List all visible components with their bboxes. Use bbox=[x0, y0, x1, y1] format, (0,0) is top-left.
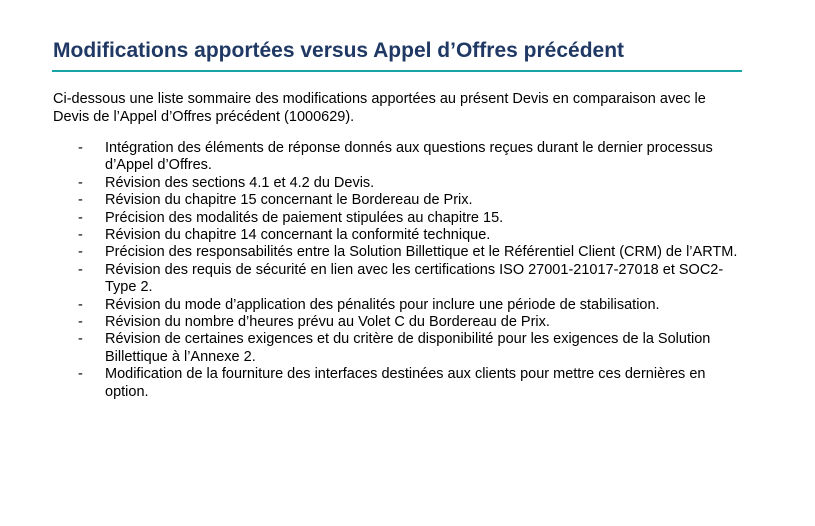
list-item-text: Révision du nombre d’heures prévu au Volet C du Bordereau de Prix. bbox=[105, 314, 550, 331]
list-item bbox=[53, 175, 743, 192]
list-item bbox=[53, 192, 743, 209]
list-item-text: Révision du mode d’application des pénalités pour inclure une période de stabilisation. bbox=[105, 296, 660, 313]
bullet-dash: - bbox=[78, 261, 83, 278]
list-item-text: Révision des requis de sécurité en lien avec les certifications ISO 27001-21017-27018 et SOC2-Type 2. bbox=[105, 261, 724, 296]
intro-paragraph: Ci-dessous une liste sommaire des modifications apportées au présent Devis en comparaison avec le Devis de l’Appel d’Offres précédent (1000629). bbox=[53, 91, 706, 125]
list-item bbox=[53, 314, 743, 331]
list-item bbox=[53, 140, 743, 175]
list-item-text: Modification de la fourniture des interfaces destinées aux clients pour mettre ces dernières en option. bbox=[105, 366, 706, 400]
list-item-text: Révision du chapitre 14 concernant la conformité technique. bbox=[105, 227, 491, 244]
list-item-text: Révision de certaines exigences et du critère de disponibilité pour les exigences de la Solution Billettique à l’Annexe 2. bbox=[105, 331, 711, 365]
modifications-list bbox=[53, 140, 743, 401]
list-item-text: Révision des sections 4.1 et 4.2 du Devis. bbox=[105, 174, 375, 191]
list-item-text: Intégration des éléments de réponse donnés aux questions reçues durant le dernier processus d’Appel d’Offres. bbox=[105, 140, 713, 174]
list-item bbox=[53, 227, 743, 244]
list-item-text: Précision des modalités de paiement stipulées au chapitre 15. bbox=[105, 209, 504, 226]
list-item bbox=[53, 244, 743, 261]
bullet-dash: - bbox=[78, 209, 83, 226]
list-item bbox=[53, 366, 743, 401]
heading-underline bbox=[52, 70, 742, 72]
bullet-dash: - bbox=[78, 366, 83, 383]
bullet-dash: - bbox=[78, 174, 83, 191]
list-item bbox=[53, 297, 743, 314]
bullet-dash: - bbox=[78, 244, 83, 261]
list-item bbox=[53, 262, 743, 297]
bullet-dash: - bbox=[78, 140, 83, 156]
list-item-text: Précision des responsabilités entre la Solution Billettique et le Référentiel Client (CRM) de l’ARTM. bbox=[105, 244, 738, 261]
list-item bbox=[53, 210, 743, 227]
bullet-dash: - bbox=[78, 314, 83, 331]
section-heading: Modifications apportées versus Appel d’Offres précédent bbox=[53, 39, 625, 62]
bullet-dash: - bbox=[78, 331, 83, 348]
bullet-dash: - bbox=[78, 227, 83, 244]
list-item bbox=[53, 331, 743, 366]
bullet-dash: - bbox=[78, 192, 83, 209]
bullet-dash: - bbox=[78, 296, 83, 313]
list-item-text: Révision du chapitre 15 concernant le Bordereau de Prix. bbox=[105, 192, 473, 209]
